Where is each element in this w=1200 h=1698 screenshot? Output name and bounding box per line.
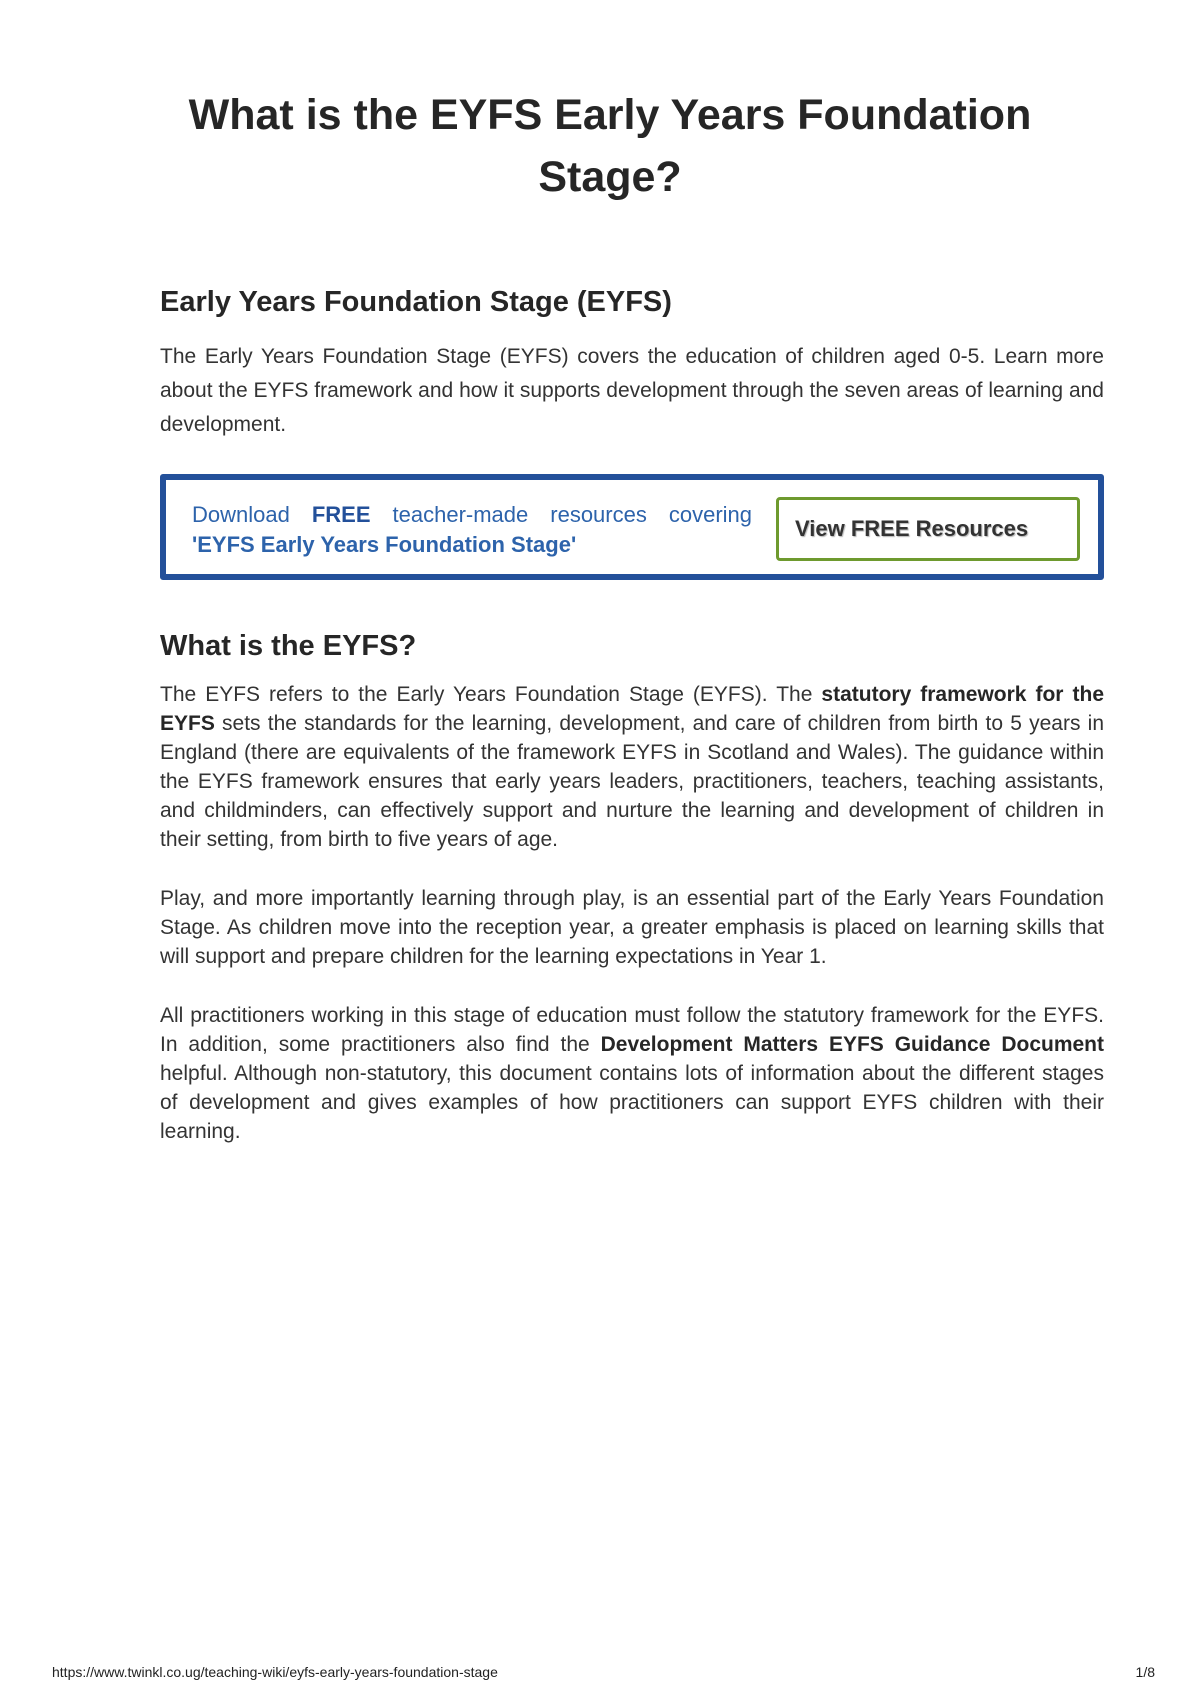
callout-text-end: teacher-made resources covering xyxy=(370,502,753,527)
resources-callout xyxy=(160,474,1104,580)
callout-text xyxy=(192,500,752,560)
statutory-framework-link[interactable]: statutory framework for the EYFS xyxy=(160,683,1104,735)
paragraph-1 xyxy=(160,680,1104,854)
page-title: What is the EYFS Early Years Foundation Stage? xyxy=(188,91,1032,201)
development-matters-link[interactable]: Development Matters EYFS Guidance Document xyxy=(600,1033,1104,1056)
paragraph-3 xyxy=(160,1001,1104,1146)
callout-free-label: FREE xyxy=(311,502,371,527)
paragraph-1-start: The EYFS refers to the Early Years Foundation Stage (EYFS). The xyxy=(160,683,822,706)
paragraph-3-start: All practitioners working in this stage of education must follow the statutory framework for the EYFS. In addition, some practitioners also find the xyxy=(160,1004,1104,1056)
callout-text-start: Download xyxy=(192,502,312,527)
intro-paragraph: The Early Years Foundation Stage (EYFS) covers the education of children aged 0-5. Learn more about the EYFS framework and how it supports development through the seven areas of learning and development. xyxy=(160,345,1104,436)
footer-url: https://www.twinkl.co.ug/teaching-wiki/eyfs-early-years-foundation-stage xyxy=(52,1664,498,1680)
section-heading-what-is-eyfs: What is the EYFS? xyxy=(160,630,417,662)
main-content xyxy=(160,282,1104,1146)
footer-page-number: 1/8 xyxy=(1135,1664,1155,1680)
paragraph-2: Play, and more importantly learning through play, is an essential part of the Early Years Foundation Stage. As children move into the reception year, a greater emphasis is placed on learning skills that will support and prepare children for the learning expectations in Year 1. xyxy=(160,887,1104,968)
paragraph-3-end: helpful. Although non-statutory, this document contains lots of information about the different stages of development and gives examples of how practitioners can support EYFS children with their learning. xyxy=(160,1062,1104,1143)
callout-topic-link[interactable]: 'EYFS Early Years Foundation Stage' xyxy=(192,532,577,557)
section-heading-eyfs: Early Years Foundation Stage (EYFS) xyxy=(160,286,672,318)
view-free-resources-button[interactable]: View FREE Resources xyxy=(776,497,1080,561)
paragraph-1-end: sets the standards for the learning, development, and care of children from birth to 5 years in England (there are equivalents of the framework EYFS in Scotland and Wales). The guidance within the EYFS framework ensures that early years leaders, practitioners, teachers, teaching assistants, and childminders, can effectively support and nurture the learning and development of children in their setting, from birth to five years of age. xyxy=(160,712,1104,851)
